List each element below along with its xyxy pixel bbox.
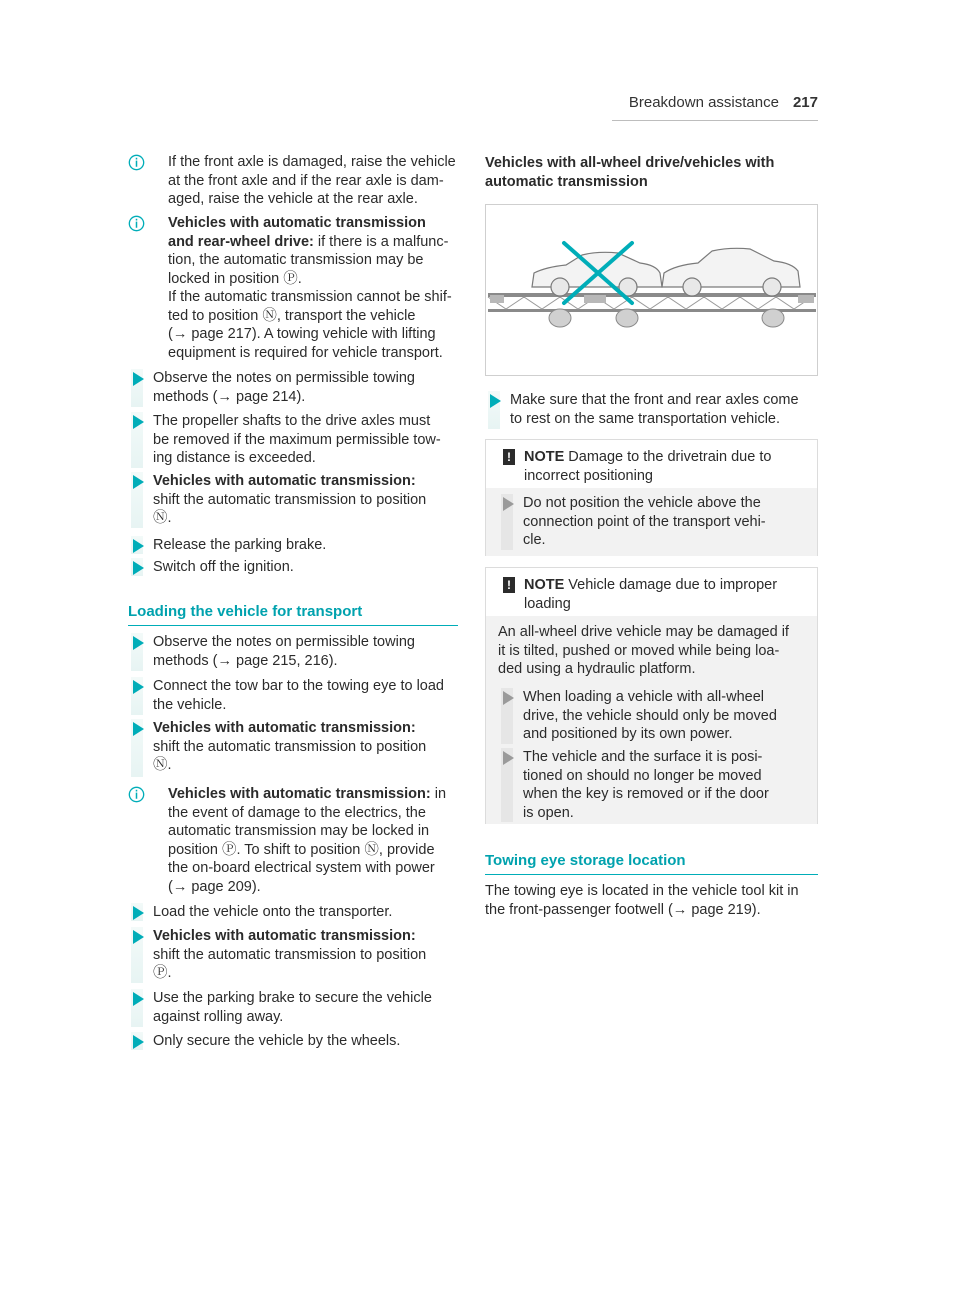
bold-text: Vehicles with automatic transmission bbox=[168, 215, 426, 231]
header-rule bbox=[612, 120, 818, 121]
step-item bbox=[128, 412, 458, 468]
info-line: (→ page 217). A towing vehicle with lifting bbox=[168, 326, 436, 342]
step-line: tioned on should no longer be moved bbox=[523, 767, 762, 784]
step-line: When loading a vehicle with all-wheel bbox=[523, 689, 764, 705]
info-line: the event of damage to the electrics, the bbox=[168, 804, 426, 821]
step-line: Release the parking brake. bbox=[153, 537, 327, 553]
arrow-bullet-icon bbox=[503, 751, 514, 765]
towing-eye-text bbox=[485, 882, 799, 919]
note-title: Damage to the drivetrain due to bbox=[564, 449, 772, 465]
info-line: tion, the automatic transmission may be bbox=[168, 252, 424, 268]
arrow-bullet-icon bbox=[133, 372, 144, 386]
info-note bbox=[128, 785, 458, 897]
section-heading: Loading the vehicle for transport bbox=[128, 603, 363, 620]
info-line: equipment is required for vehicle transport. bbox=[168, 344, 443, 361]
arrow-bullet-icon bbox=[503, 497, 514, 511]
step-line: ing distance is exceeded. bbox=[153, 450, 316, 466]
header-title: Breakdown assistance bbox=[628, 94, 779, 111]
page-number: 217 bbox=[792, 94, 818, 111]
step-item bbox=[128, 719, 458, 777]
step-item bbox=[498, 748, 807, 822]
arrow-bullet-icon bbox=[133, 415, 144, 429]
step-line: Use the parking brake to secure the vehicle bbox=[153, 990, 432, 1006]
info-text: if there is a malfunc- bbox=[313, 233, 449, 250]
section-rule bbox=[485, 874, 818, 875]
heading-line: Vehicles with all-wheel drive/vehicles with bbox=[485, 155, 775, 171]
arrow-bullet-icon bbox=[133, 475, 144, 489]
note-body-text bbox=[498, 623, 789, 679]
step-line: against rolling away. bbox=[153, 1008, 284, 1025]
step-line: The propeller shafts to the drive axles must bbox=[153, 413, 431, 429]
step-line: methods (→ page 214). bbox=[153, 388, 306, 405]
step-line: drive, the vehicle should only be moved bbox=[523, 707, 777, 724]
body-line: the front-passenger footwell (→ page 219). bbox=[485, 901, 761, 918]
info-icon bbox=[128, 154, 145, 171]
step-item bbox=[498, 494, 807, 550]
arrow-bullet-icon bbox=[133, 636, 144, 650]
step-item bbox=[128, 903, 458, 922]
note-title: incorrect positioning bbox=[524, 467, 653, 484]
step-line: cle. bbox=[523, 532, 546, 548]
info-line: at the front axle and if the rear axle is dam- bbox=[168, 172, 444, 189]
bold-text: and rear-wheel drive: bbox=[168, 233, 314, 250]
step-item bbox=[498, 688, 807, 744]
step-item bbox=[128, 633, 458, 671]
arrow-bullet-icon bbox=[133, 906, 144, 920]
info-line: automatic transmission may be locked in bbox=[168, 823, 430, 839]
arrow-bullet-icon bbox=[133, 992, 144, 1006]
bold-text: Vehicles with automatic transmission: bbox=[153, 720, 416, 736]
info-line: If the automatic transmission cannot be shif- bbox=[168, 289, 452, 305]
step-item bbox=[128, 677, 458, 715]
warning-icon: ! bbox=[503, 449, 515, 465]
info-line: position Ⓟ. To shift to position Ⓝ, provide bbox=[168, 841, 435, 858]
section-rule bbox=[128, 625, 458, 626]
step-line: to rest on the same transportation vehicle. bbox=[510, 410, 781, 427]
info-line: If the front axle is damaged, raise the vehicle bbox=[168, 154, 456, 170]
info-icon bbox=[128, 215, 145, 232]
info-note bbox=[128, 153, 458, 209]
note-line: An all-wheel drive vehicle may be damaged if bbox=[498, 624, 789, 640]
deck-truss bbox=[488, 297, 812, 309]
page-header bbox=[612, 94, 818, 116]
info-line: the on-board electrical system with power bbox=[168, 860, 435, 876]
step-item bbox=[128, 1032, 458, 1051]
step-line: Ⓟ. bbox=[153, 965, 172, 981]
arrow-bullet-icon bbox=[503, 691, 514, 705]
step-line: The vehicle and the surface it is posi- bbox=[523, 749, 763, 765]
warning-icon: ! bbox=[503, 577, 515, 593]
step-line: Do not position the vehicle above the bbox=[523, 495, 761, 511]
step-line: Make sure that the front and rear axles come bbox=[510, 392, 799, 408]
info-note bbox=[128, 214, 458, 364]
info-line: (→ page 209). bbox=[168, 878, 261, 895]
note-label: NOTE bbox=[524, 577, 565, 593]
note-line: ded using a hydraulic platform. bbox=[498, 661, 696, 677]
step-line: Ⓝ. bbox=[153, 510, 172, 526]
info-icon bbox=[128, 786, 145, 803]
bold-text: Vehicles with automatic transmission: bbox=[153, 473, 416, 489]
step-item bbox=[128, 989, 458, 1027]
step-item bbox=[128, 536, 458, 555]
step-line: Load the vehicle onto the transporter. bbox=[153, 904, 393, 920]
arrow-bullet-icon bbox=[490, 394, 501, 408]
step-line: be removed if the maximum permissible tow- bbox=[153, 431, 441, 448]
step-item bbox=[128, 558, 458, 577]
step-item bbox=[128, 927, 458, 983]
step-line: Observe the notes on permissible towing bbox=[153, 370, 415, 386]
step-item bbox=[128, 369, 458, 407]
step-line: and positioned by its own power. bbox=[523, 726, 733, 742]
arrow-bullet-icon bbox=[133, 722, 144, 736]
note-label: NOTE bbox=[524, 449, 565, 465]
info-text: in bbox=[430, 786, 447, 802]
heading-line: automatic transmission bbox=[485, 173, 648, 190]
note-title: loading bbox=[524, 595, 571, 612]
arrow-bullet-icon bbox=[133, 1035, 144, 1049]
step-line: is open. bbox=[523, 804, 574, 821]
subsection-heading bbox=[485, 154, 774, 191]
step-line: shift the automatic transmission to position bbox=[153, 738, 427, 755]
step-line: when the key is removed or if the door bbox=[523, 786, 769, 802]
arrow-bullet-icon bbox=[133, 539, 144, 553]
body-line: The towing eye is located in the vehicle tool kit in bbox=[485, 883, 799, 899]
step-line: shift the automatic transmission to position bbox=[153, 946, 427, 963]
car-transport-diagram bbox=[486, 205, 817, 375]
note-box bbox=[485, 439, 818, 556]
info-line: locked in position Ⓟ. bbox=[168, 270, 302, 287]
note-title: Vehicle damage due to improper bbox=[564, 577, 778, 593]
section-heading: Towing eye storage location bbox=[485, 852, 686, 869]
bold-text: Vehicles with automatic transmission: bbox=[153, 928, 416, 944]
step-line: methods (→ page 215, 216). bbox=[153, 652, 338, 669]
arrow-bullet-icon bbox=[133, 680, 144, 694]
note-box bbox=[485, 567, 818, 824]
transport-illustration bbox=[485, 204, 818, 376]
info-line: ted to position Ⓝ, transport the vehicle bbox=[168, 307, 416, 324]
step-line: the vehicle. bbox=[153, 696, 227, 713]
step-line: connection point of the transport vehi- bbox=[523, 513, 766, 530]
step-line: Observe the notes on permissible towing bbox=[153, 634, 415, 650]
step-line: Switch off the ignition. bbox=[153, 559, 294, 575]
step-line: Only secure the vehicle by the wheels. bbox=[153, 1033, 401, 1049]
step-line: Connect the tow bar to the towing eye to load bbox=[153, 678, 444, 694]
step-line: shift the automatic transmission to position bbox=[153, 491, 427, 508]
note-line: it is tilted, pushed or moved while being loa- bbox=[498, 642, 780, 659]
step-item bbox=[485, 391, 818, 429]
step-line: Ⓝ. bbox=[153, 757, 172, 773]
step-item bbox=[128, 472, 458, 528]
info-line: aged, raise the vehicle at the rear axle. bbox=[168, 191, 418, 207]
arrow-bullet-icon bbox=[133, 561, 144, 575]
car-correct bbox=[662, 248, 800, 296]
arrow-bullet-icon bbox=[133, 930, 144, 944]
bold-text: Vehicles with automatic transmission: bbox=[168, 786, 431, 802]
